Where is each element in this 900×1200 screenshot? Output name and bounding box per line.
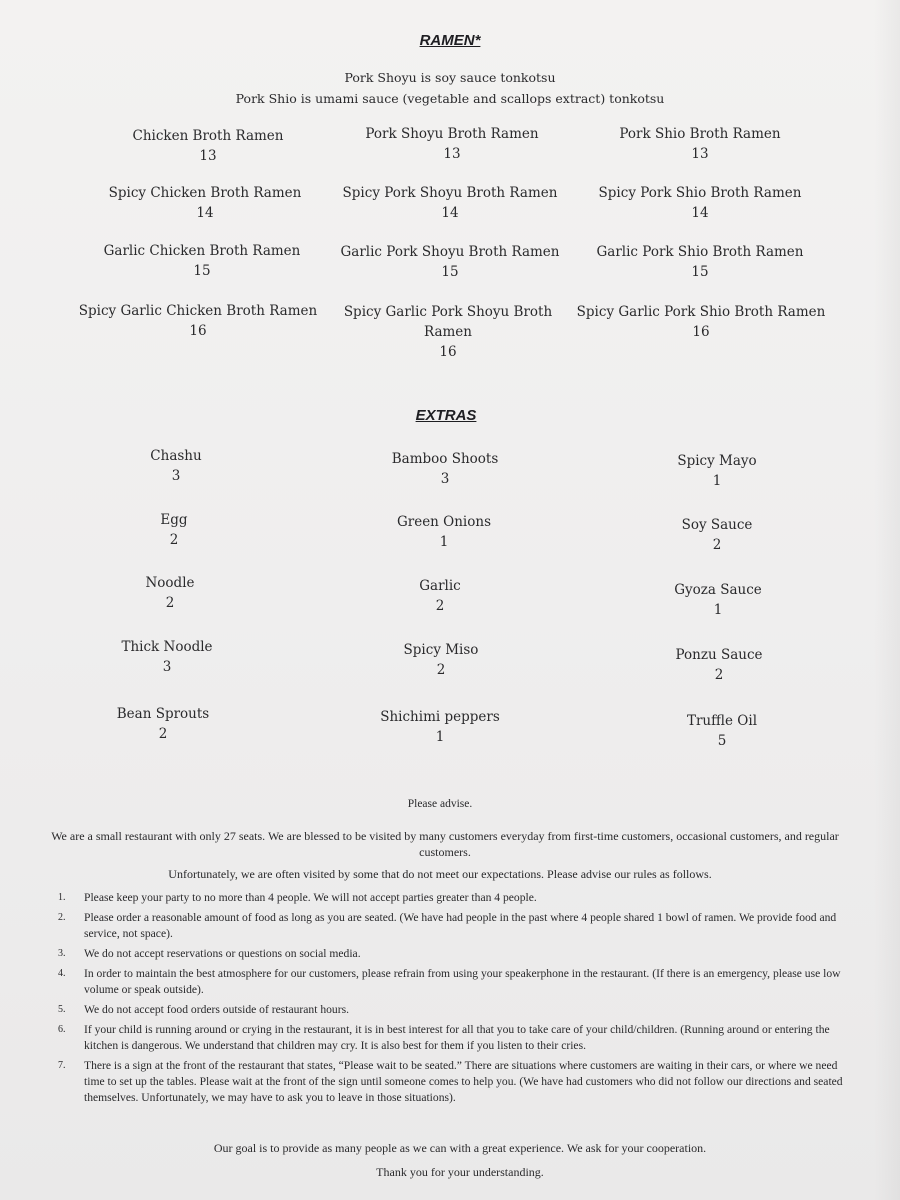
ramen-item-price: 15	[691, 264, 709, 280]
rule-number: 2.	[58, 912, 66, 923]
ramen-heading: RAMEN*	[419, 32, 481, 49]
extras-item	[340, 707, 540, 747]
ramen-item-price: 16	[439, 344, 457, 360]
rule-item	[48, 890, 848, 906]
ramen-item	[330, 183, 570, 223]
extras-item-name: Noodle	[145, 575, 195, 591]
rules-list	[48, 890, 848, 1110]
rule-number: 3.	[58, 948, 66, 959]
extras-item-price: 2	[169, 532, 179, 548]
rule-text: We do not accept reservations or questions on social media.	[84, 947, 361, 960]
extras-item-name: Ponzu Sauce	[675, 647, 763, 663]
extras-item-name: Bamboo Shoots	[391, 451, 499, 467]
ramen-item-price: 14	[441, 205, 459, 221]
extras-item-price: 2	[714, 667, 724, 683]
ramen-item-name: Garlic Pork Shio Broth Ramen	[596, 244, 804, 260]
extras-item	[619, 645, 819, 685]
extras-item-price: 1	[435, 729, 445, 745]
extras-item-price: 3	[171, 468, 181, 484]
ramen-item	[85, 183, 325, 223]
ramen-note-shio: Pork Shio is umami sauce (vegetable and scallops extract) tonkotsu	[235, 91, 665, 106]
ramen-item-name: Spicy Garlic Pork Shoyu Broth Ramen	[343, 304, 553, 340]
extras-item-name: Truffle Oil	[686, 713, 758, 729]
extras-item-price: 3	[162, 659, 172, 675]
ramen-item-name: Garlic Pork Shoyu Broth Ramen	[340, 244, 560, 260]
extras-item	[74, 510, 274, 550]
extras-item	[617, 451, 817, 491]
ramen-item-name: Chicken Broth Ramen	[132, 128, 284, 144]
extras-item	[617, 515, 817, 555]
extras-item-price: 1	[439, 534, 449, 550]
advise-intro: We are a small restaurant with only 27 seats. We are blessed to be visited by many customers everyday from first-time customers, occasional customers, and regular customers.	[51, 829, 839, 859]
ramen-item-price: 14	[691, 205, 709, 221]
extras-item	[67, 637, 267, 677]
ramen-item-price: 13	[691, 146, 709, 162]
extras-item-name: Spicy Miso	[403, 642, 479, 658]
rule-number: 5.	[58, 1004, 66, 1015]
extras-item-name: Gyoza Sauce	[674, 582, 762, 598]
rule-item	[48, 946, 848, 962]
ramen-item-name: Garlic Chicken Broth Ramen	[103, 243, 301, 259]
ramen-item-price: 15	[193, 263, 211, 279]
extras-item	[345, 449, 545, 489]
ramen-item-name: Spicy Pork Shio Broth Ramen	[598, 185, 802, 201]
extras-heading: EXTRAS	[415, 407, 477, 424]
ramen-note-shoyu: Pork Shoyu is soy sauce tonkotsu	[344, 70, 556, 85]
rule-number: 6.	[58, 1024, 66, 1035]
ramen-item-name: Spicy Garlic Pork Shio Broth Ramen	[576, 304, 826, 320]
rule-item	[48, 1058, 848, 1106]
extras-item	[618, 580, 818, 620]
ramen-item	[88, 126, 328, 166]
ramen-item	[330, 124, 574, 164]
extras-item-name: Spicy Mayo	[677, 453, 757, 469]
advise-title: Please advise.	[407, 798, 473, 810]
extras-item-name: Egg	[160, 512, 188, 528]
rule-text: In order to maintain the best atmosphere for our customers, please refrain from using your speakerphone in the restaurant. (If there is an emergency, please use low volume or speak outside).	[84, 967, 841, 996]
extras-item-name: Green Onions	[396, 514, 492, 530]
extras-item-price: 2	[158, 726, 168, 742]
extras-item	[622, 711, 822, 751]
closing-goal: Our goal is to provide as many people as we can with a great experience. We ask for your cooperation.	[213, 1141, 707, 1155]
extras-item-price: 2	[712, 537, 722, 553]
ramen-item	[330, 242, 570, 282]
rule-item	[48, 910, 848, 942]
ramen-item	[580, 183, 820, 223]
ramen-item-name: Spicy Chicken Broth Ramen	[108, 185, 302, 201]
ramen-item-name: Pork Shio Broth Ramen	[619, 126, 781, 142]
rule-item	[48, 966, 848, 998]
closing-thanks: Thank you for your understanding.	[376, 1165, 544, 1179]
ramen-item	[580, 124, 820, 164]
extras-item-price: 2	[165, 595, 175, 611]
ramen-item	[576, 302, 826, 342]
ramen-item-name: Pork Shoyu Broth Ramen	[365, 126, 539, 142]
extras-item-price: 5	[717, 733, 727, 749]
extras-item	[340, 576, 540, 616]
extras-item-name: Garlic	[419, 578, 461, 594]
extras-item-price: 2	[435, 598, 445, 614]
ramen-item-name: Spicy Garlic Chicken Broth Ramen	[78, 303, 318, 319]
extras-item	[341, 640, 541, 680]
ramen-item-price: 13	[443, 146, 461, 162]
rule-text: If your child is running around or crying in the restaurant, it is in best interest for all that you to take care of your child/children. (Running around or entering the kitchen is dangerous. We understand that children may cry. It is also best for them if you listen to their cries.	[84, 1023, 830, 1052]
rule-item	[48, 1022, 848, 1054]
ramen-item-price: 15	[441, 264, 459, 280]
extras-item	[344, 512, 544, 552]
rule-text: We do not accept food orders outside of restaurant hours.	[84, 1003, 349, 1016]
extras-item-price: 2	[436, 662, 446, 678]
extras-item-price: 1	[712, 473, 722, 489]
ramen-item-price: 14	[196, 205, 214, 221]
ramen-item-price: 16	[692, 324, 710, 340]
extras-item-name: Thick Noodle	[121, 639, 213, 655]
extras-item-name: Shichimi peppers	[380, 709, 500, 725]
rule-number: 7.	[58, 1060, 66, 1071]
extras-item-name: Bean Sprouts	[116, 706, 210, 722]
ramen-item	[336, 302, 560, 362]
advise-unfortunately: Unfortunately, we are often visited by some that do not meet our expectations. Please advise our rules as follows.	[168, 867, 712, 881]
ramen-item	[580, 242, 820, 282]
extras-item	[76, 446, 276, 486]
rule-number: 4.	[58, 968, 66, 979]
ramen-item	[78, 301, 318, 341]
extras-item	[63, 704, 263, 744]
rule-text: There is a sign at the front of the restaurant that states, “Please wait to be seated.” There are situations where customers are waiting in their cars, or where we need time to set up the tables. Please wait at the front of the sign until someone comes to help you. (We have had customers who did not follow our directions and seated themselves. Unfortunately, we may have to ask you to leave in those situations).	[84, 1059, 843, 1104]
extras-item-name: Chashu	[150, 448, 202, 464]
rule-number: 1.	[58, 892, 66, 903]
extras-item-price: 1	[713, 602, 723, 618]
extras-item-price: 3	[440, 471, 450, 487]
ramen-item	[82, 241, 322, 281]
ramen-item-price: 16	[189, 323, 207, 339]
ramen-item-name: Spicy Pork Shoyu Broth Ramen	[342, 185, 558, 201]
rule-text: Please order a reasonable amount of food as long as you are seated. (We have had people in the past where 4 people shared 1 bowl of ramen. We provide food and service, not space).	[84, 911, 837, 940]
extras-item-name: Soy Sauce	[681, 517, 753, 533]
extras-item	[70, 573, 270, 613]
ramen-item-price: 13	[199, 148, 217, 164]
rule-text: Please keep your party to no more than 4 people. We will not accept parties greater than 4 people.	[84, 891, 537, 904]
paper-edge-shadow	[874, 0, 900, 1200]
rule-item	[48, 1002, 848, 1018]
